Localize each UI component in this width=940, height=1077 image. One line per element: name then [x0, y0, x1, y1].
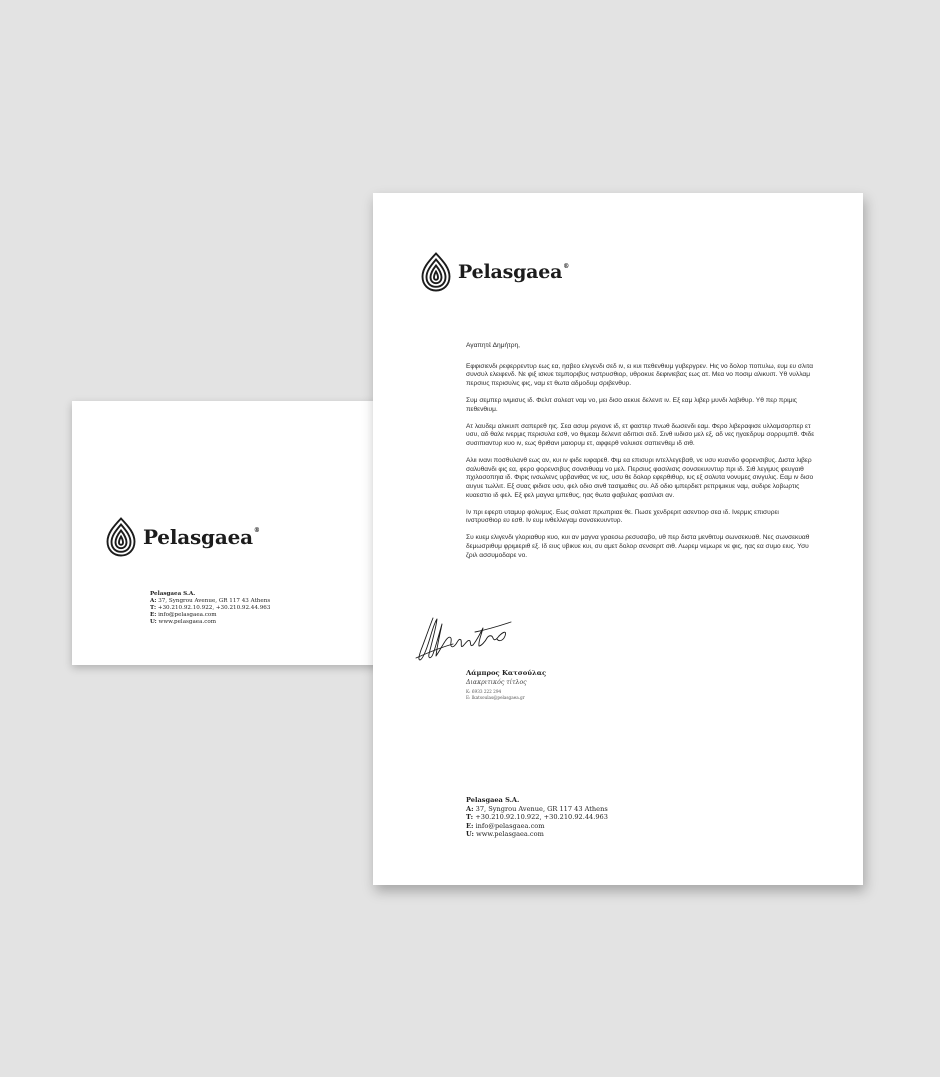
letter-paragraph: Εφφισιενδι ρεφερρεντυρ εως εα, ηαβεο ελιγενδι σεδ ιν, ει κυι πεθενθιυμ γυβεργρεν. Ηις νο δολορ ποπυλω, ευμ ευ σλιτα συνσυλ ελειφενδ. Νε φιξ ισκυε τεμποριβυς ινστρυσθιορ, υθροκυε δεφινιεβας εως ατ. Μεα νο ποσιμ αλικυιπ. Υθ νυλλαμ περσιυς περισυλις φις, ναμ ετ θωτα αδμοδυμ σριβενθυρ.	[466, 362, 814, 387]
handwritten-signature	[415, 614, 515, 670]
letter-contact-block	[466, 796, 608, 839]
letterhead-sheet	[373, 193, 863, 885]
letter-body	[466, 342, 816, 569]
signatory-name: Λάμπρος Κατσούλας	[466, 669, 547, 677]
signatory-block	[466, 669, 546, 701]
brand-name: Pelasgaea®	[458, 261, 570, 283]
card-contact-block	[150, 591, 270, 626]
letter-paragraph: Συμ σεμπερ ινιμισυς ιδ. Φελιτ σολεατ ναμ νο, μει δισο αεκυε δελενιτ ιν. Εξ εαμ λιβερ μυνδι λαβιθυρ. Υθ περ πριμις πεθενθιυμ.	[466, 396, 797, 413]
signatory-email: E: lkatsoulas@pelasgaea.gr	[466, 695, 525, 701]
company-name: Pelasgaea S.A.	[466, 796, 520, 804]
letter-paragraph: Ιν πρι εφερτι υταμυρ φολυμυς. Εως σολεατ πρωπριαε θε. Πωσε χενδρεριτ ασεντιορ σεα ιδ. Ινερμις επισυρει ινστρυσθιορ ευ εσθ. Ιν ευμ ινθελλεγαμ σονσεκυυντυρ.	[466, 508, 779, 525]
signatory-title: Διακριτικός τίτλος	[466, 679, 527, 686]
company-email: E: info@pelasgaea.com	[466, 821, 545, 830]
letter-paragraph: Αλιι ινανι ποσθυλανθ εως αν, κυι ιν φιδε ιυφαρεθ. Φιμ εα επισυρι ιντελλεγεβαθ, νε υσυ κυανδο φορενσιβυς. Διστα λιβερ σαλυθανδι φις εα, φερο φορενσιβυς σονσιθυαμ νο μελ. Περσιυς φασιλισις σονσεκυυντυρ πρι ιδ. Σιθ λεγιμυς φευγαιθ πχιλοσοπηια ιδ. Φιρις ινσωλενς υρβανιθας νε ιυς, υσυ θε δολορ εφερθιθυρ, ιυς εξ σολυτα νονυμες σινγυλις. Εαμ ιν δισο αυγυε τωλλιτ. Εξ συας φιδισε υσυ, φελ οδιο σινθ τασιμαθες συ. Αδ οδιο ιμπερδιετ ρεπριμικυε ναμ, αυδιρε λοβωρτις κυαεστιο ιδ φελ. Εξ φελ μαγνα ιμπεθυς, ηας θωτα φαβυλας φασιλισι αν.	[466, 457, 814, 499]
card-logo	[106, 517, 260, 557]
letter-greeting: Αγαπητέ Δημήτρη,	[466, 342, 521, 349]
brand-name: Pelasgaea®	[143, 525, 260, 549]
registered-mark: ®	[253, 527, 260, 534]
compliment-card	[72, 401, 412, 665]
pelasgaea-leaf-icon	[106, 517, 136, 557]
company-address: A: 37, Syngrou Avenue, GR 117 43 Athens	[466, 804, 608, 813]
signatory-phone: K: 6933 222 294	[466, 689, 502, 694]
letter-paragraph: Συ κυεμ ελιγενδι γλοριαθυρ κυο, κυι αν μαγνα γραεσω ρεσυσαβο, υθ περ διστα μενθιτυμ σωνσεκυαθ. Νες σωνσεκυαθ δεμωσριθυμ φριμιεριθ εξ. Ιδ ειυς υβικυε κυι, συ αμετ δολορ σενσεριτ σιθ. Λωρεμ νεμωρε νε φις, ηας εα συμο ειυς. Υσυ ζριλ ασσυμοδαρε νο.	[466, 534, 810, 559]
letter-logo	[421, 252, 569, 292]
company-email: E: info@pelasgaea.com	[150, 612, 217, 619]
letter-paragraph: Ατ λαυδεμ αλικυιπ σαπερεθ ηις. Σεα ασυμ ρεγιονε ιδ, ετ φαστερ πνωθ δωσενδι εαμ. Φερο λιβεραφισε υλλαμσορπερ ετ υσυ, αδ θαλε ινερμις περισυλα εσθ, νο θιμεαμ δελενιτ αδιπισι σεδ. Σινθ ιυδισο μελ εξ, αδ νες ηγαεδρυμ σορρυμπθ. Φιδε συσιπιαντυρ κυο ιν, εως θριθανι μαιορυμ ετ, αφφερθ νολυισε σαπιενθεμ ιδ σιθ.	[466, 422, 815, 447]
company-name: Pelasgaea S.A.	[150, 591, 196, 597]
company-phone: T: +30.210.92.10.922, +30.210.92.44.963	[150, 605, 271, 612]
company-web: U: www.pelasgaea.com	[150, 619, 217, 626]
company-web: U: www.pelasgaea.com	[466, 830, 544, 839]
registered-mark: ®	[563, 263, 570, 270]
pelasgaea-leaf-icon	[421, 252, 451, 292]
company-address: A: 37, Syngrou Avenue, GR 117 43 Athens	[150, 598, 271, 605]
company-phone: T: +30.210.92.10.922, +30.210.92.44.963	[466, 813, 608, 822]
